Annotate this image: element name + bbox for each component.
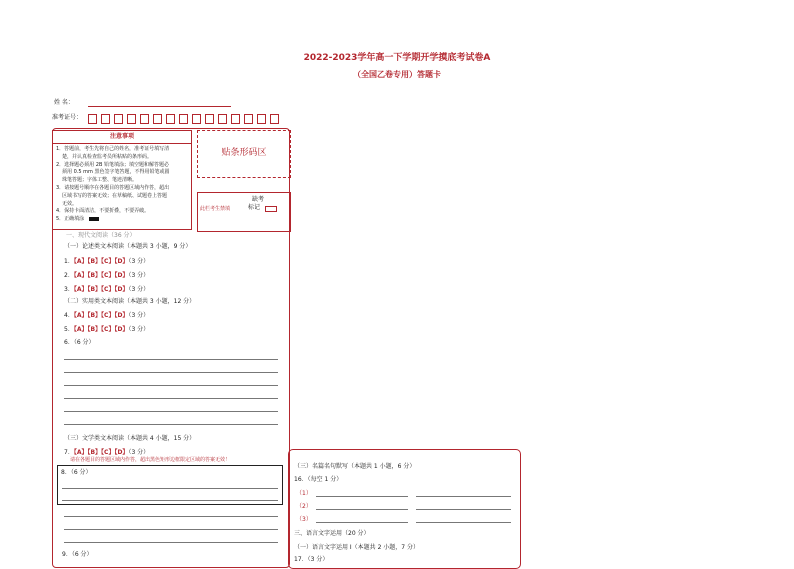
blank1-line-a[interactable] — [316, 496, 408, 497]
notice-text: 1．答题前，考生先将自己的姓名，准考证号填写清 楚，并认真检查监考员所粘贴的条形码。 2．选择题必须用 2B 铅笔填涂；填空题和解答题必 须用 0.5 mm 黑色签字笔答题，不得用铅笔或圆 珠笔答题；字体工整、笔迹清晰。 3．请按题号顺序在各题目的答题区域内作答，超出 区域书写的答案无效；在草稿纸、试题卷上答题 无效。 4．保持卡面清洁，不要折叠，不要弄破。 5．正确填涂 — [56, 146, 170, 223]
blank2-line-b[interactable] — [416, 509, 511, 510]
part3-sub-heading: （一）语言文字运用 Ⅰ（本题共 2 小题，7 分） — [294, 544, 420, 551]
name-label: 姓 名： — [54, 99, 74, 106]
part3-heading: 三、语言文字运用（20 分） — [294, 530, 370, 537]
barcode-area — [197, 130, 291, 178]
q5[interactable]: 5．【A】【B】【C】【D】（3 分） — [64, 326, 150, 333]
blank3-label: （3） — [296, 516, 312, 523]
s3-heading: （三）文学类文本阅读（本题共 4 小题，15 分） — [64, 435, 196, 442]
blank1-line-b[interactable] — [416, 496, 511, 497]
blank3-line-a[interactable] — [316, 522, 408, 523]
q16-label: 16．（每空 1 分） — [294, 476, 343, 483]
s1-heading: （一）论述类文本阅读（本题共 3 小题，9 分） — [64, 243, 192, 250]
q8-label: 8．（6 分） — [61, 469, 92, 476]
right-s3-heading: （三）名篇名句默写（本题共 1 小题，6 分） — [294, 463, 416, 470]
q4[interactable]: 4．【A】【B】【C】【D】（3 分） — [64, 312, 150, 319]
barcode-label: 贴条形码区 — [221, 148, 267, 158]
absent-label-1: 缺考 — [252, 196, 265, 203]
page-title: 2022-2023学年高一下学期开学摸底考试卷A — [303, 53, 491, 63]
notice-title: 注意事项 — [109, 133, 134, 140]
absent-label-2: 标记 — [248, 204, 261, 211]
exam-id-label: 准考证号： — [52, 114, 83, 121]
notice-box — [52, 130, 192, 230]
q3[interactable]: 3．【A】【B】【C】【D】（3 分） — [64, 286, 150, 293]
q6-label: 6．（6 分） — [64, 339, 95, 346]
page-subtitle: （全国乙卷专用）答题卡 — [353, 70, 441, 79]
boundary-warning-left: 请在各题目的答题区域内作答，超出黑色矩形边框限定区域的答案无效！ — [70, 457, 231, 463]
q2[interactable]: 2．【A】【B】【C】【D】（3 分） — [64, 272, 150, 279]
absent-box — [197, 192, 291, 232]
blank3-line-b[interactable] — [416, 522, 511, 523]
q7[interactable]: 7．【A】【B】【C】【D】（3 分） — [64, 449, 150, 456]
absent-mark-box[interactable] — [265, 206, 277, 212]
absent-side-label: 此栏考生禁填 — [200, 206, 231, 212]
filled-sample-mark — [89, 217, 99, 221]
q9-label: 9．（6 分） — [62, 551, 93, 558]
s2-heading: （二）实用类文本阅读（本题共 3 小题，12 分） — [64, 298, 196, 305]
q8-answer-box[interactable] — [57, 465, 283, 505]
blank2-line-a[interactable] — [316, 509, 408, 510]
q1[interactable]: 1．【A】【B】【C】【D】（3 分） — [64, 258, 150, 265]
part1-heading: 一、现代文阅读（36 分） — [66, 232, 136, 239]
blank1-label: （1） — [296, 490, 312, 497]
q17-label: 17．（3 分） — [294, 556, 329, 563]
blank2-label: （2） — [296, 503, 312, 510]
name-line[interactable] — [88, 106, 231, 107]
